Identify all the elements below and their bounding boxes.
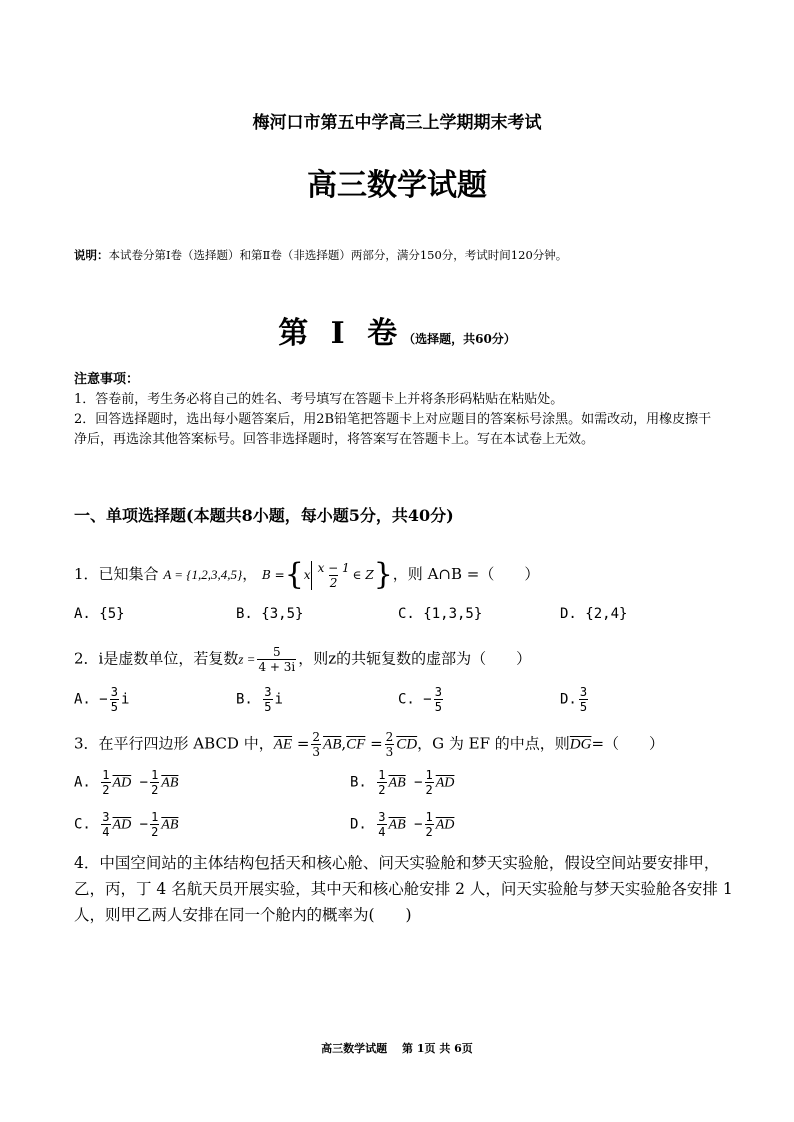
q2-tail: ，则z的共轭复数的虚部为（ ） bbox=[298, 649, 532, 668]
section-heading: 一、单项选择题(本题共8小题，每小题5分，共40分) bbox=[74, 506, 454, 525]
q1-option-b: B. {3,5} bbox=[236, 606, 304, 622]
q2-option-b: B. $\frac{3}{5}$ i bbox=[236, 685, 283, 714]
attention-heading: 注意事项： bbox=[74, 372, 140, 387]
volume-heading bbox=[0, 308, 794, 352]
q3-option-b: B. $\frac{1}{2}$ $\overline{AB}$ − $\frac{1}{2}$ $\overline{AD}$ bbox=[350, 768, 455, 797]
question-1: 1．已知集合 A = {1,2,3,4,5}， B = { x $\frac{x - 1}{2}$ ∈ Z } ，则 A∩B =（ ） bbox=[74, 557, 540, 592]
q3-option-c: C. $\frac{3}{4}$ $\overline{AD}$ − $\frac{1}{2}$ $\overline{AB}$ bbox=[74, 810, 179, 839]
q1-option-c: C. {1,3,5} bbox=[398, 606, 483, 622]
attention-block bbox=[74, 370, 724, 450]
attention-item-2: 2．回答选择题时，选出每小题答案后，用2B铅笔把答题卡上对应题目的答案标号涂黑。如需改动，用橡皮擦干净后，再选涂其他答案标号。回答非选择题时，将答案写在答题卡上。写在本试卷上无效。 bbox=[74, 412, 712, 447]
q3-tail: =（ ） bbox=[591, 734, 665, 753]
q1-lead: 1．已知集合 bbox=[74, 565, 159, 583]
exam-title: 高三数学试题 bbox=[307, 168, 487, 203]
question-3: 3．在平行四边形 ABCD 中，$\overline{AE}$ = $\frac{2}{3}$ $\overline{AB},\overline{CF}$ = $\frac{2}{3}$ $\overline{CD}$，G 为 EF 的中点，则$\overline{DG}=$（ ） bbox=[74, 730, 665, 759]
note-text: 本试卷分第Ⅰ卷（选择题）和第Ⅱ卷（非选择题）两部分，满分150分，考试时间120分钟。 bbox=[108, 248, 568, 262]
q3-option-d: D. $\frac{3}{4}$ $\overline{AB}$ − $\frac{1}{2}$ $\overline{AD}$ bbox=[350, 810, 455, 839]
volume-sub: （选择题，共60分） bbox=[403, 332, 516, 346]
q2-lead: 2．i是虚数单位，若复数 bbox=[74, 649, 239, 668]
attention-item-1: 1．答卷前，考生务必将自己的姓名、考号填写在答题卡上并将条形码粘贴在粘贴处。 bbox=[74, 392, 564, 407]
question-4: 4．中国空间站的主体结构包括天和核心舱、问天实验舱和梦天实验舱，假设空间站要安排甲，乙，丙，丁 4 名航天员开展实验，其中天和核心舱安排 2 人，问天实验舱与梦天实验舱各安排 1 人，则甲乙两人安排在同一个舱内的概率为( ) bbox=[74, 854, 733, 924]
q3-lead: 3．在平行四边形 ABCD 中， bbox=[74, 734, 274, 753]
q1-set-a: A = {1,2,3,4,5} bbox=[163, 567, 243, 582]
q3-option-a: A. $\frac{1}{2}$ $\overline{AD}$ − $\frac{1}{2}$ $\overline{AB}$ bbox=[74, 768, 179, 797]
volume-label: 第 Ⅰ 卷 bbox=[278, 316, 404, 351]
q1-option-a: A. {5} bbox=[74, 606, 125, 622]
page-footer: 高三数学试题 第 1页 共 6页 bbox=[321, 1042, 473, 1055]
q1-tail: ，则 A∩B =（ ） bbox=[392, 565, 540, 583]
question-2: 2．i是虚数单位，若复数z = $\frac{5}{4 + 3i}$ ，则z的共轭复数的虚部为（ ） bbox=[74, 645, 532, 674]
q3-mid: ，G 为 EF 的中点，则 bbox=[417, 734, 570, 753]
q1-set-b: B = { x $\frac{x - 1}{2}$ ∈ Z } bbox=[262, 557, 393, 592]
exam-note bbox=[74, 247, 567, 263]
q1-option-d: D. {2,4} bbox=[560, 606, 628, 622]
q2-option-d: D. $\frac{3}{5}$ bbox=[560, 685, 588, 714]
q2-option-c: C. − $\frac{3}{5}$ bbox=[398, 685, 442, 714]
school-title: 梅河口市第五中学高三上学期期末考试 bbox=[252, 113, 542, 133]
note-label: 说明： bbox=[74, 248, 109, 262]
q2-option-a: A. − $\frac{3}{5}$ i bbox=[74, 685, 130, 714]
